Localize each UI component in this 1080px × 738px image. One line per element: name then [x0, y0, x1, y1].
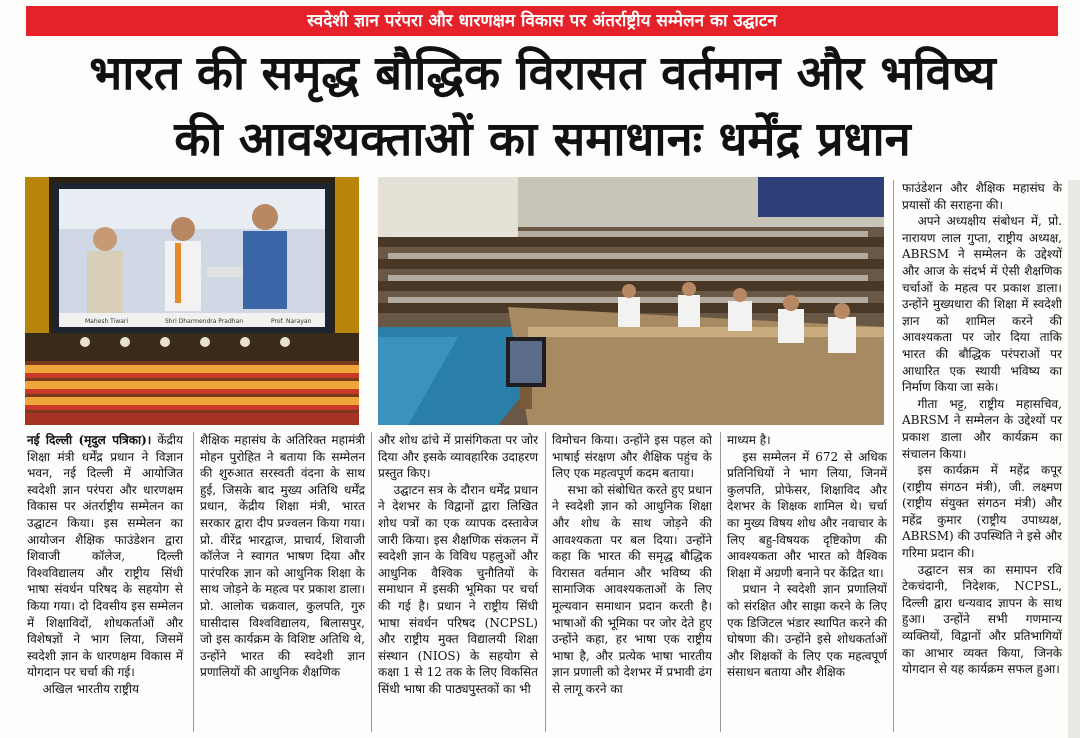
article-column-5: [727, 432, 887, 681]
stage-photo-illustration: [25, 177, 359, 425]
column-rule: [545, 432, 546, 732]
dateline: नई दिल्ली (मृदुल पत्रिका)।: [27, 433, 152, 447]
article-paragraph: अखिल भारतीय राष्ट्रीय: [42, 681, 139, 696]
stage-photo: [25, 177, 359, 425]
article-paragraph: इस कार्यक्रम में महेंद्र कपूर (राष्ट्रीय संगठन मंत्री), जी. लक्ष्मण (राष्ट्रीय संयुक्त संगठन मंत्री) और महेंद्र कुमार (राष्ट्रीय उपाध्यक्ष, ABRSM) की उपस्थिति ने इसे और गरिमा प्रदान की।: [902, 463, 1062, 561]
banner-name-center: Shri Dharmendra Pradhan: [165, 318, 244, 325]
article-paragraph: इस सम्मेलन में 672 से अधिक प्रतिनिधियों ने भाग लिया, जिनमें कुलपति, प्रोफेसर, शिक्षाविद और देशभर के शिक्षक शामिल थे। चर्चा का मुख्य विषय शोध और नवाचार के लिए बहु-विषयक दृष्टिकोण की आवश्यकता और भारत को वैश्विक शिक्षा में अग्रणी बनाने पर केंद्रित था।: [727, 449, 887, 580]
article-column-4: [552, 432, 712, 698]
banner-name-left: Mahesh Tiwari: [85, 318, 129, 325]
article-paragraph: और शोध ढांचे में प्रासंगिकता पर जोर दिया और इसके व्यावहारिक उदाहरण प्रस्तुत किए।: [378, 433, 538, 481]
banner-name-right: Prof. Narayan: [271, 318, 312, 325]
article-column-6: [902, 180, 1062, 678]
article-paragraph: प्रधान ने स्वदेशी ज्ञान प्रणालियों को संरक्षित और साझा करने के लिए एक डिजिटल भंडार स्थापित करने की घोषणा की। उन्होंने इसे शोधकर्ताओं और शिक्षकों के लिए एक महत्वपूर्ण संसाधन बताया और शैक्षिक: [727, 582, 887, 680]
article-paragraph: [27, 432, 183, 681]
article-paragraph: उद्घाटन सत्र का समापन रवि टेकचंदानी, निदेशक, NCPSL, दिल्ली द्वारा धन्यवाद ज्ञापन के साथ हुआ। उन्होंने सभी गणमान्य व्यक्तियों, विद्वानों और प्रतिभागियों का आभार व्यक्त किया, जिनके योगदान से यह कार्यक्रम सफल हुआ।: [902, 562, 1062, 677]
page-edge: [1068, 180, 1080, 738]
article-paragraph: माध्यम है।: [727, 433, 771, 447]
headline-line-2: की आवश्यक्ताओं का समाधानः धर्मेंद्र प्रधान: [174, 112, 911, 167]
auditorium-photo-illustration: [378, 177, 884, 425]
article-paragraph: शैक्षिक महासंघ के अतिरिक्त महामंत्री मोहन पुरोहित ने बताया कि सम्मेलन की शुरुआत सरस्वती वंदना के साथ हुई, जिसके बाद मुख्य अतिथि धर्मेंद्र प्रधान, केंद्रीय शिक्षा मंत्री, भारत सरकार द्वारा दीप प्रज्वलन किया गया। प्रो. वीरेंद्र भारद्वाज, प्राचार्य, शिवाजी कॉलेज ने स्वागत भाषण दिया और पारंपरिक ज्ञान को आधुनिक शिक्षा के साथ जोड़ने के महत्व पर प्रकाश डाला। प्रो. आलोक चक्रवाल, कुलपति, गुरु घासीदास विश्वविद्यालय, बिलासपुर, जो इस कार्यक्रम के विशिष्ट अतिथि थे, उन्होंने भारत की स्वदेशी ज्ञान प्रणालियों की आधुनिक शैक्षणिक: [200, 433, 365, 680]
article-paragraph: अपने अध्यक्षीय संबोधन में, प्रो. नारायण लाल गुप्ता, राष्ट्रीय अध्यक्ष, ABRSM ने सम्मेलन के उद्देश्यों और आज के संदर्भ में ऐसी शैक्षणिक चर्चाओं के महत्व पर प्रकाश डाला। उन्होंने मुख्यधारा की शिक्षा में स्वदेशी ज्ञान को शामिल करने की आवश्यकता पर जोर दिया ताकि भारत की बौद्धिक परंपराओं पर आधारित एक स्थायी भविष्य का निर्माण किया जा सके।: [902, 214, 1062, 395]
article-paragraph: उद्घाटन सत्र के दौरान धर्मेंद्र प्रधान ने देशभर के विद्वानों द्वारा लिखित शोध पत्रों का एक व्यापक दस्तावेज जारी किया। इस शैक्षणिक संकलन में स्वदेशी ज्ञान के विविध पहलुओं और आधुनिक वैश्विक चुनौतियों के समाधान में इसकी भूमिका पर चर्चा की गई है। प्रधान ने राष्ट्रीय सिंधी भाषा संवर्धन परिषद (NCPSL) और राष्ट्रीय मुक्त विद्यालयी शिक्षा संस्थान (NIOS) के सहयोग से कक्षा 1 से 12 तक के लिए विकसित सिंधी भाषा की पाठ्यपुस्तकों का भी: [378, 482, 538, 696]
column-rule: [371, 432, 372, 732]
column-rule: [893, 180, 894, 732]
article-paragraph: गीता भट्ट, राष्ट्रीय महासचिव, ABRSM ने सम्मेलन के उद्देश्यों पर प्रकाश डाला और कार्यक्रम का संचालन किया।: [902, 396, 1062, 461]
article-paragraph: फाउंडेशन और शैक्षिक महासंघ के प्रयासों की सराहना की।: [902, 181, 1062, 212]
column-rule: [193, 432, 194, 732]
headline-line-1: भारत की समृद्ध बौद्धिक विरासत वर्तमान और भविष्य: [89, 46, 996, 101]
article-text: केंद्रीय शिक्षा मंत्री धर्मेंद्र प्रधान ने विज्ञान भवन, नई दिल्ली में आयोजित स्वदेशी ज्ञान परंपरा और धारणक्षम विकास पर अंतर्राष्ट्रीय सम्मेलन का उद्घाटन किया। इस सम्मेलन का आयोजन शैक्षिक फाउंडेशन द्वारा शिवाजी कॉलेज, दिल्ली विश्वविद्यालय और राष्ट्रीय सिंधी भाषा संवर्धन परिषद के सहयोग से किया गया। दो दिवसीय इस सम्मेलन में शिक्षाविदों, शोधकर्ताओं और विशेषज्ञों ने भाग लिया, जिसमें स्वदेशी ज्ञान के धारणक्षम विकास में योगदान पर चर्चा की गई।: [27, 433, 183, 680]
kicker-banner: स्वदेशी ज्ञान परंपरा और धारणक्षम विकास पर अंतर्राष्ट्रीय सम्मेलन का उद्घाटन: [26, 6, 1058, 36]
article-paragraph: सभा को संबोधित करते हुए प्रधान ने स्वदेशी ज्ञान को आधुनिक शिक्षा और शोध के साथ जोड़ने की आवश्यकता पर बल दिया। उन्होंने कहा कि भारत की समृद्ध बौद्धिक विरासत वर्तमान और भविष्य की सामाजिक आवश्यकताओं के लिए मूल्यवान समाधान प्रदान करती है। भाषाओं की भूमिका पर जोर देते हुए उन्होंने कहा, हर भाषा एक राष्ट्रीय भाषा है, और प्रत्येक भाषा भारतीय ज्ञान प्रणाली को देशभर में प्रभावी ढंग से लागू करने का: [552, 482, 712, 696]
column-rule: [720, 432, 721, 732]
article-column-1: [27, 432, 183, 698]
article-paragraph: विमोचन किया। उन्होंने इस पहल को भाषाई संरक्षण और शैक्षिक पहुंच के लिए एक महत्वपूर्ण कदम बताया।: [552, 433, 712, 481]
article-column-3: [378, 432, 538, 698]
auditorium-photo: [378, 177, 884, 425]
article-column-2: [200, 432, 365, 681]
